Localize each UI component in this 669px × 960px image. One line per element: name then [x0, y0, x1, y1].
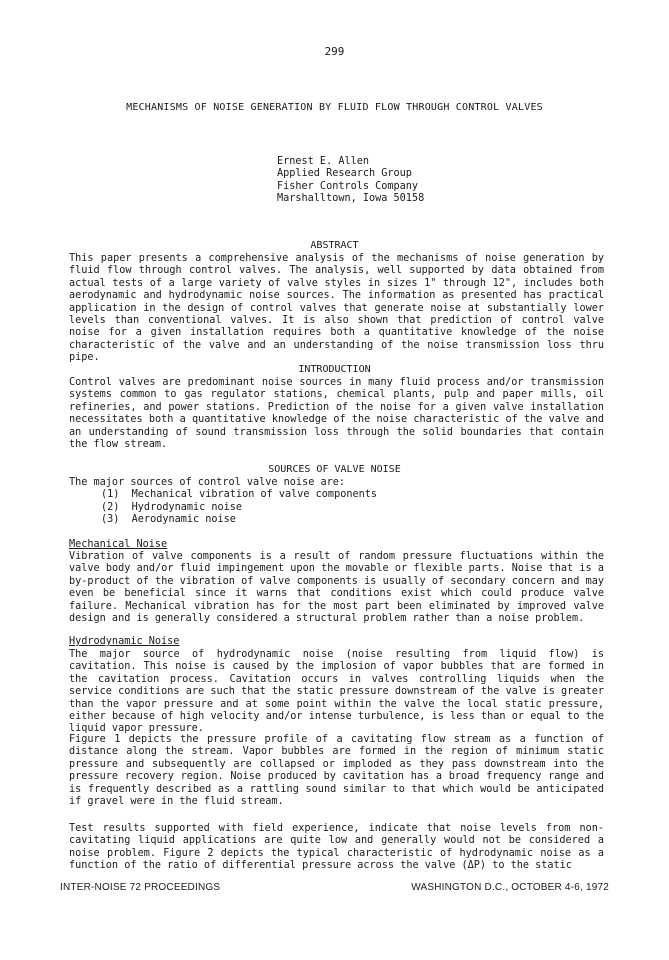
- paper-title: MECHANISMS OF NOISE GENERATION BY FLUID FLOW THROUGH CONTROL VALVES: [126, 102, 543, 113]
- footer-location-date: WASHINGTON D.C., OCTOBER 4-6, 1972: [411, 882, 609, 893]
- introduction-paragraph: Control valves are predominant noise sources in many fluid process and/or transmission systems common to gas regulator stations, chemical plants, pulp and paper mills, oil refineries, and power stations. Prediction of the noise for a given valve installation necessitates both a quantitative knowledge of the noise characteristic of the valve and an understanding of sound transmission loss through the solid boundaries that contain the flow stream.: [69, 377, 604, 451]
- hydrodynamic-paragraph-3: Test results supported with field experience, indicate that noise levels from non-cavitating liquid applications are quite low and generally would not be considered a noise problem. Figure 2 depicts the typical characteristic of hydrodynamic noise as a function of the ratio of differential pressure across the valve (ΔP) to the static: [69, 823, 604, 872]
- mechanical-paragraph: Vibration of valve components is a result of random pressure fluctuations within the valve body and/or fluid impingement upon the movable or flexible parts. Noise that is a by-product of the vibration of valve components is usually of secondary concern and may even be beneficial since it warns that conditions exist which could produce valve failure. Mechanical vibration has for the most part been eliminated by improved valve design and is generally considered a structural problem rather than a noise problem.: [69, 551, 604, 625]
- mechanical-text: [69, 551, 604, 625]
- author-group: Applied Research Group: [277, 168, 412, 180]
- author-block: [277, 156, 577, 206]
- footer-proceedings: INTER-NOISE 72 PROCEEDINGS: [60, 882, 221, 893]
- list-item: (2) Hydrodynamic noise: [101, 501, 243, 513]
- list-item: (1) Mechanical vibration of valve components: [101, 489, 378, 501]
- hydrodynamic-heading: Hydrodynamic Noise: [69, 636, 180, 647]
- hydrodynamic-text-1: [69, 649, 604, 736]
- sources-heading: SOURCES OF VALVE NOISE: [268, 464, 401, 475]
- abstract-heading: ABSTRACT: [310, 240, 359, 251]
- list-item: (3) Aerodynamic noise: [101, 514, 236, 526]
- sources-list: [69, 477, 604, 527]
- author-company: Fisher Controls Company: [277, 180, 419, 192]
- introduction-text: [69, 377, 604, 451]
- abstract-paragraph: This paper presents a comprehensive analysis of the mechanisms of noise generation by fluid flow through control valves. The analysis, well supported by data obtained from actual tests of a large variety of valve styles in sizes 1" through 12", includes both aerodynamic and hydrodynamic noise sources. The information as presented has practical application in the design of control valves that generate noise at substantially lower levels than conventional valves. It is also shown that prediction of control valve noise for a given installation requires both a quantitative knowledge of the noise characteristic of the valve and an understanding of the noise transmission loss thru pipe.: [69, 253, 604, 364]
- abstract-text: [69, 253, 604, 365]
- mechanical-heading: Mechanical Noise: [69, 539, 168, 550]
- hydrodynamic-text-3: [69, 823, 604, 873]
- author-location: Marshalltown, Iowa 50158: [277, 193, 425, 205]
- page-number: 299: [324, 45, 345, 58]
- hydrodynamic-paragraph-2: Figure 1 depicts the pressure profile of a cavitating flow stream as a function of distance along the stream. Vapor bubbles are formed in the region of minimum static pressure and subsequently are collapsed or imploded as they pass downstream into the pressure recovery region. Noise produced by cavitation has a broad frequency range and is frequently described as a rattling sound similar to that which would be anticipated if gravel were in the fluid stream.: [69, 734, 604, 808]
- hydrodynamic-paragraph-1: The major source of hydrodynamic noise (noise resulting from liquid flow) is cavitation. This noise is caused by the implosion of vapor bubbles that are formed in the cavitation process. Cavitation occurs in valves controlling liquids when the service conditions are such that the static pressure downstream of the valve is greater than the vapor pressure and at some point within the valve the local static pressure, either because of high velocity and/or intense turbulence, is less than or equal to the liquid vapor pressure.: [69, 649, 604, 735]
- author-name: Ernest E. Allen: [277, 156, 370, 167]
- introduction-heading: INTRODUCTION: [298, 364, 371, 375]
- sources-intro: The major sources of control valve noise are:: [69, 477, 346, 488]
- hydrodynamic-text-2: [69, 734, 604, 808]
- page-footer: [60, 882, 609, 894]
